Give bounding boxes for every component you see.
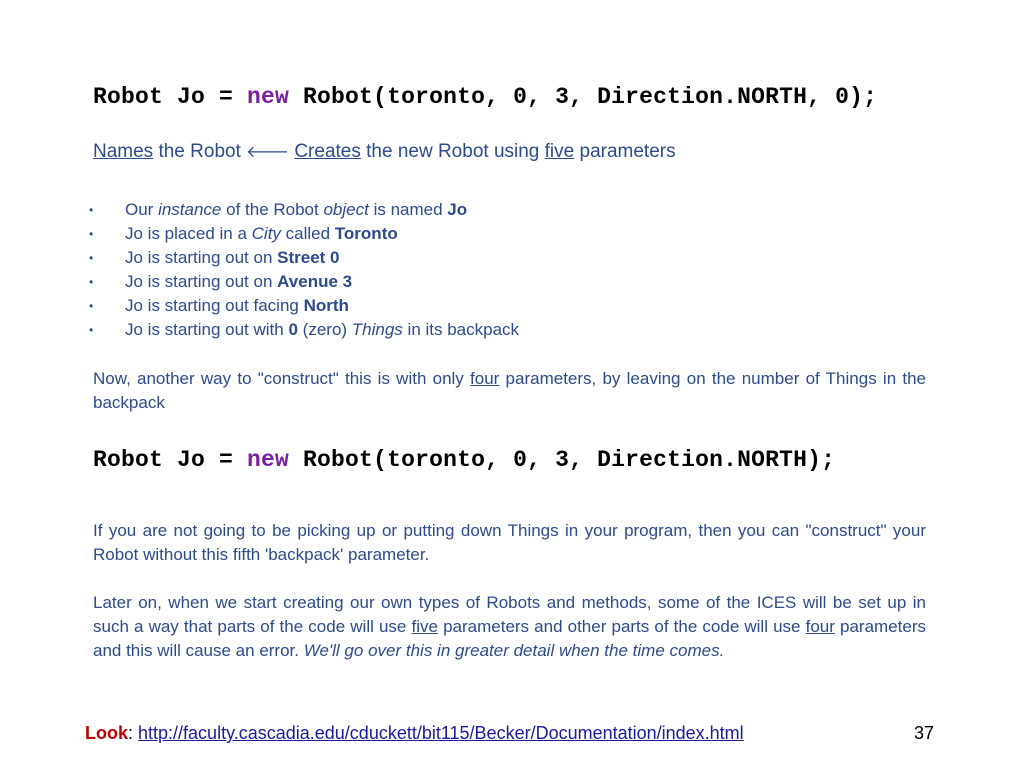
bullet-icon: • [89, 299, 94, 313]
heading-text: the new Robot using [360, 141, 545, 162]
bullet-bold: 0 [288, 320, 298, 339]
later-on-paragraph [93, 591, 926, 663]
list-item [88, 246, 519, 270]
list-item [88, 270, 519, 294]
bullet-text: of the Robot [221, 200, 324, 219]
bullet-text: Jo is starting out with [125, 320, 289, 339]
bullet-italic: City [251, 224, 281, 243]
bullet-icon: • [89, 227, 94, 241]
four-params-paragraph [93, 367, 926, 415]
bullet-bold: Jo [447, 200, 468, 219]
left-arrow-icon: 🡐 [246, 142, 290, 161]
code-keyword-new: new [247, 447, 290, 473]
parameter-bullet-list [88, 198, 519, 342]
bullet-text: Jo is starting out on [125, 248, 278, 267]
explanation-heading [93, 141, 676, 163]
bullet-icon: • [89, 203, 94, 217]
para-underline: four [470, 369, 500, 388]
bullet-text: Our [125, 200, 159, 219]
bullet-italic: instance [158, 200, 222, 219]
bullet-italic: Things [351, 320, 403, 339]
bullet-text: Jo is placed in a [125, 224, 252, 243]
para-text: Now, another way to "construct" this is with only [93, 369, 471, 388]
code-suffix: Robot(toronto, 0, 3, Direction.NORTH, 0); [289, 84, 878, 110]
bullet-icon: • [89, 275, 94, 289]
bullet-text: in its backpack [402, 320, 520, 339]
bullet-bold: Toronto [334, 224, 398, 243]
bullet-bold: Street 0 [277, 248, 340, 267]
para-underline: five [411, 617, 438, 636]
code-prefix: Robot Jo = [93, 447, 248, 473]
bullet-bold: North [303, 296, 349, 315]
bullet-icon: • [89, 323, 94, 337]
heading-names: Names [93, 141, 154, 162]
bullet-icon: • [89, 251, 94, 265]
bullet-bold: Avenue 3 [277, 272, 353, 291]
bullet-text: Jo is starting out on [125, 272, 278, 291]
heading-creates: Creates [294, 141, 361, 162]
backpack-paragraph: If you are not going to be picking up or putting down Things in your program, then you can "construct" your Robot without this fifth 'backpack' parameter. [93, 521, 926, 564]
footer-reference [85, 723, 744, 744]
para-underline: four [805, 617, 835, 636]
list-item [88, 294, 519, 318]
code-line-five-params [93, 84, 877, 110]
documentation-link[interactable]: http://faculty.cascadia.edu/cduckett/bit115/Becker/Documentation/index.html [138, 723, 744, 743]
bullet-text: is named [368, 200, 448, 219]
list-item [88, 318, 519, 342]
code-keyword-new: new [247, 84, 290, 110]
para-text: parameters and other parts of the code will use [437, 617, 806, 636]
list-item [88, 198, 519, 222]
heading-text: the Robot [153, 141, 247, 162]
bullet-italic: object [323, 200, 369, 219]
footer-look-label: Look [85, 723, 128, 743]
code-prefix: Robot Jo = [93, 84, 248, 110]
footer-colon: : [128, 723, 139, 743]
para-italic: We'll go over this in greater detail when the time comes. [303, 641, 725, 660]
bullet-text: called [280, 224, 335, 243]
heading-text: parameters [574, 141, 676, 162]
list-item [88, 222, 519, 246]
code-line-four-params [93, 447, 835, 473]
code-suffix: Robot(toronto, 0, 3, Direction.NORTH); [289, 447, 836, 473]
para-text: parameters and this will cause an error. [93, 617, 926, 660]
heading-five: five [544, 141, 575, 162]
para-text: parameters, by leaving on the number of Things in the backpack [93, 369, 926, 412]
para-text: Later on, when we start creating our own types of Robots and methods, some of the ICES will be set up in such a way that parts of the code will use [93, 593, 926, 636]
bullet-text: (zero) [297, 320, 352, 339]
bullet-text: Jo is starting out facing [125, 296, 304, 315]
page-number: 37 [914, 723, 935, 743]
